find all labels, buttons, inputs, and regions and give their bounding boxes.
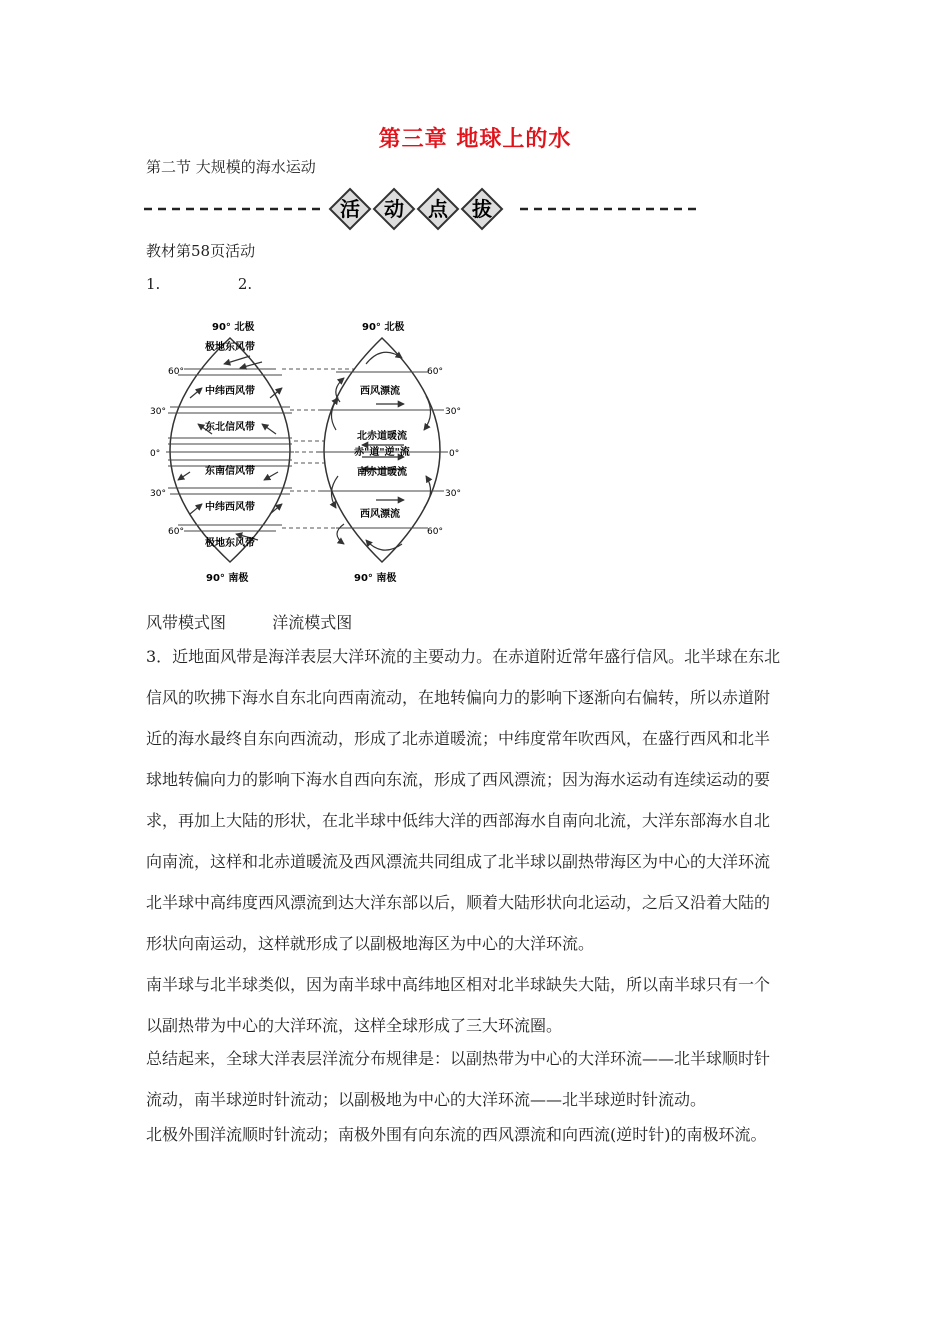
banner-char-1: 活 (340, 197, 360, 221)
wind-lat-30s: 30° (150, 489, 166, 499)
current-lat-0: 0° (449, 449, 460, 459)
current-south-pole-label: 90° 南极 (354, 573, 397, 584)
wind-lat-30n: 30° (150, 407, 166, 417)
banner-badge-1 (330, 189, 370, 229)
wind-south-pole-label: 90° 南极 (206, 573, 249, 584)
current-south-equatorial: 南赤道暖流 (357, 467, 407, 478)
banner-badge-3 (418, 189, 458, 229)
wind-belt-polar-easterlies-n: 极地东风带 (205, 342, 255, 353)
item-number-2: 2. (237, 275, 253, 293)
banner-badge-4 (462, 189, 502, 229)
current-lat-60n: 60° (427, 367, 443, 377)
wind-lat-60s: 60° (168, 527, 184, 537)
wind-globe-outline (170, 338, 290, 562)
item-number-1: 1. (146, 275, 161, 293)
para2-line-1: 南半球与北半球类似，因为南半球中高纬地区相对北半球缺失大陆，所以南半球只有一个 (146, 975, 771, 994)
wind-belt-ne-trades: 东北信风带 (205, 422, 255, 433)
activity-reference: 教材第58页活动 (146, 242, 256, 260)
current-lat-60s: 60° (427, 527, 443, 537)
paragraph-southern (146, 964, 811, 1046)
current-lat-30s: 30° (445, 489, 461, 499)
wind-lat-60n: 60° (168, 367, 184, 377)
section-heading: 第二节 大规模的海水运动 (146, 158, 316, 176)
para1-line-3: 近的海水最终自东向西流动，形成了北赤道暖流；中纬度常年吹西风，在盛行西风和北半 (146, 729, 771, 748)
para1-line-2: 信风的吹拂下海水自东北向西南流动，在地转偏向力的影响下逐渐向右偏转，所以赤道附 (146, 688, 771, 707)
wind-belt-se-trades: 东南信风带 (205, 466, 255, 477)
para1-line-4: 球地转偏向力的影响下海水自西向东流，形成了西风漂流；因为海水运动有连续运动的要 (146, 770, 771, 789)
para1-line-6: 向南流，这样和北赤道暖流及西风漂流共同组成了北半球以副热带海区为中心的大洋环流 (146, 852, 771, 871)
wind-current-diagram (140, 312, 480, 587)
current-north-pole-label: 90° 北极 (362, 322, 405, 333)
diagram-captions (146, 610, 352, 633)
item-numbers (146, 275, 252, 293)
banner-char-3: 点 (428, 197, 448, 221)
current-west-wind-drift-s: 西风漂流 (360, 509, 400, 520)
banner-char-2: 动 (384, 197, 404, 221)
paragraph-polar (146, 1114, 811, 1155)
wind-belt-westerlies-s: 中纬西风带 (205, 502, 255, 513)
para2-line-2: 以副热带为中心的大洋环流，这样全球形成了三大环流圈。 (146, 1016, 563, 1035)
wind-lat-0: 0° (150, 449, 161, 459)
para1-line-8: 形状向南运动，这样就形成了以副极地海区为中心的大洋环流。 (146, 934, 595, 953)
chapter-title: 第三章 地球上的水 (378, 127, 572, 152)
para1-line-7: 北半球中高纬度西风漂流到达大洋东部以后，顺着大陆形状向北运动，之后又沿着大陆的 (146, 893, 771, 912)
current-west-wind-drift-n: 西风漂流 (360, 386, 400, 397)
wind-north-pole-label: 90° 北极 (212, 322, 255, 333)
para3-line-1: 总结起来，全球大洋表层洋流分布规律是：以副热带为中心的大洋环流——北半球顺时针 (146, 1049, 771, 1068)
caption-ocean-currents: 洋流模式图 (272, 613, 353, 632)
paragraph-summary (146, 1038, 811, 1120)
current-equatorial-counter: 赤"道"逆"流 (354, 447, 410, 458)
current-north-equatorial: 北赤道暖流 (357, 431, 407, 442)
current-lat-30n: 30° (445, 407, 461, 417)
para1-line-1: 3．近地面风带是海洋表层大洋环流的主要动力。在赤道附近常年盛行信风。北半球在东北 (146, 647, 781, 666)
caption-wind-belts: 风带模式图 (146, 613, 227, 632)
para1-line-5: 求，再加上大陆的形状，在北半球中低纬大洋的西部海水自南向北流，大洋东部海水自北 (146, 811, 771, 830)
banner-char-4: 拔 (472, 197, 492, 221)
activity-banner (142, 186, 702, 232)
wind-belt-westerlies-n: 中纬西风带 (205, 386, 255, 397)
banner-badge-2 (374, 189, 414, 229)
paragraph-3 (146, 636, 811, 964)
para4-line-1: 北极外围洋流顺时针流动；南极外围有向东流的西风漂流和向西流(逆时针)的南极环流。 (146, 1125, 767, 1144)
para3-line-2: 流动，南半球逆时针流动；以副极地为中心的大洋环流——北半球逆时针流动。 (146, 1090, 707, 1109)
wind-belt-polar-easterlies-s: 极地东风带 (205, 538, 255, 549)
